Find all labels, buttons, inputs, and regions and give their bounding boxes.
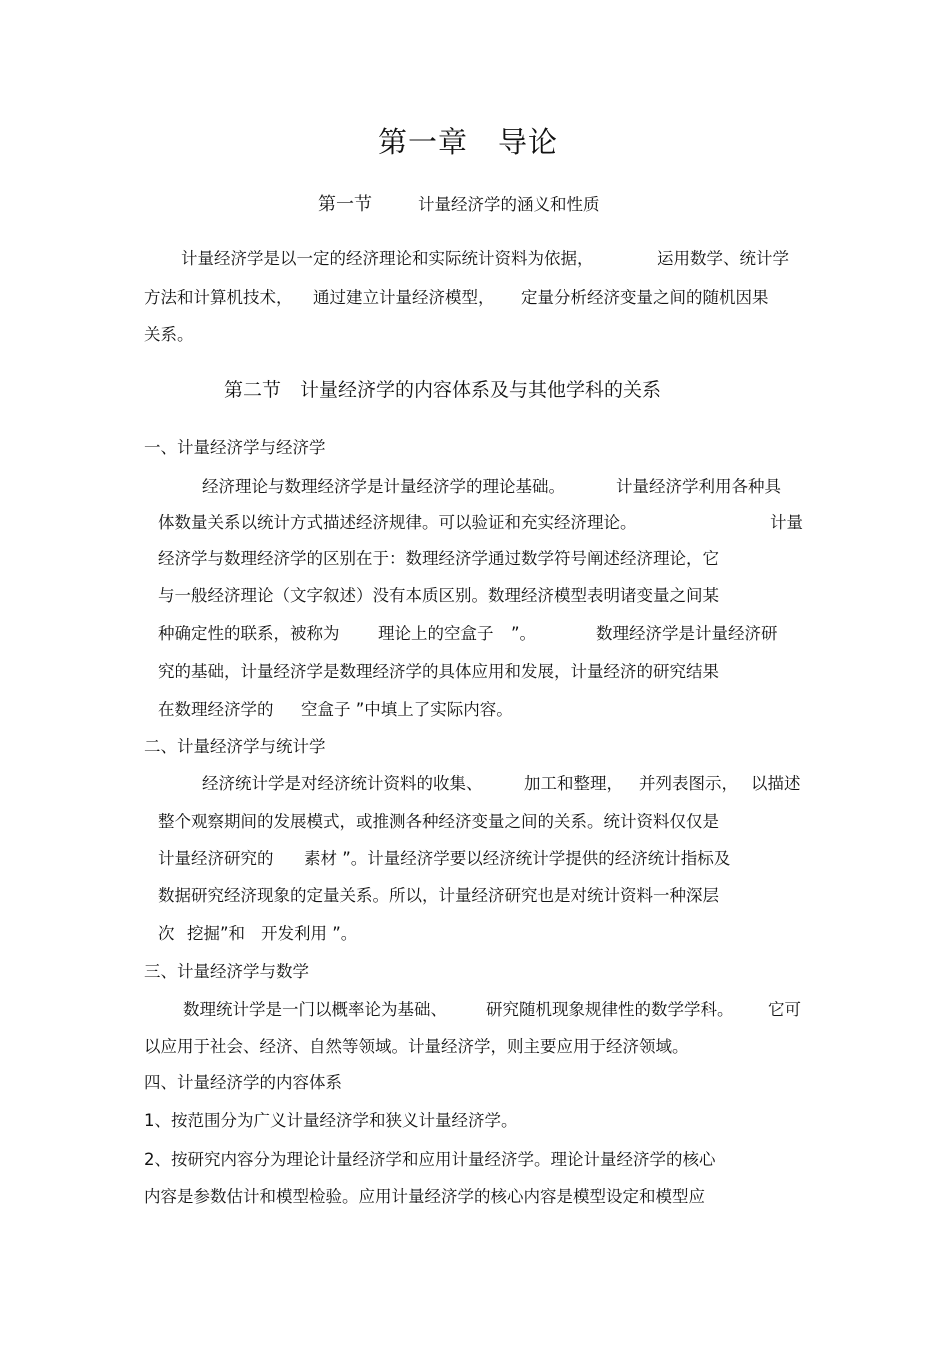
section1-label: 第一节 [318,194,372,215]
text-segment: 运用数学、统计学 [657,249,789,268]
subsection-heading: 四、计量经济学的内容体系 [144,1073,342,1092]
text-segment: 数据研究经济现象的定量关系。所以，计量经济研究也是对统计资料一种深层 [158,886,719,905]
text-segment: 以描述 [751,774,801,793]
text-segment: 以应用于社会、经济、自然等领域。计量经济学，则主要应用于经济领域。 [144,1037,689,1056]
text-segment: 开发利用 ”。 [261,924,358,943]
text-segment: 定量分析经济变量之间的随机因果 [521,288,769,307]
text-segment: 在数理经济学的 [158,700,274,719]
text-segment: 数理统计学是一门以概率论为基础、 [183,1000,447,1019]
section1-title: 计量经济学的涵义和性质 [418,195,600,214]
text-segment: 1、按范围分为广义计量经济学和狭义计量经济学。 [144,1111,518,1130]
text-segment: 2、按研究内容分为理论计量经济学和应用计量经济学。理论计量经济学的核心 [144,1150,716,1169]
text-segment: 与一般经济理论（文字叙述）没有本质区别。数理经济模型表明诸变量之间某 [158,586,719,605]
text-segment: 次 [158,924,175,943]
text-segment: 关系。 [144,325,194,344]
text-segment: 经济理论与数理经济学是计量经济学的理论基础。 [202,477,565,496]
text-segment: 计量经济学是以一定的经济理论和实际统计资料为依据， [181,249,594,268]
text-segment: 素材 ”。计量经济学要以经济统计学提供的经济统计指标及 [304,849,731,868]
chapter-title: 第一章 导论 [378,125,559,159]
text-segment: 研究随机现象规律性的数学学科。 [486,1000,734,1019]
subsection-heading: 三、计量经济学与数学 [144,962,309,981]
text-segment: 经济统计学是对经济统计资料的收集、 [202,774,483,793]
text-segment: 经济学与数理经济学的区别在于：数理经济学通过数学符号阐述经济理论，它 [158,549,719,568]
text-segment: 计量 [770,513,803,532]
subsection-heading: 二、计量经济学与统计学 [144,737,326,756]
text-segment: 并列表图示， [639,774,738,793]
text-segment: 体数量关系以统计方式描述经济规律。可以验证和充实经济理论。 [158,513,637,532]
subsection-heading: 一、计量经济学与经济学 [144,438,326,457]
text-segment: 方法和计算机技术， [144,288,293,307]
text-segment: 内容是参数估计和模型检验。应用计量经济学的核心内容是模型设定和模型应 [144,1187,705,1206]
text-segment: 通过建立计量经济模型， [313,288,495,307]
text-segment: 究的基础，计量经济学是数理经济学的具体应用和发展，计量经济的研究结果 [158,662,719,681]
text-segment: 理论上的空盒子 [378,624,494,643]
text-segment: 数理经济学是计量经济研 [596,624,778,643]
text-segment: 计量经济研究的 [158,849,274,868]
text-segment: 它可 [768,1000,801,1019]
text-segment: ”。 [511,624,537,643]
text-segment: 加工和整理， [524,774,623,793]
text-segment: 计量经济学利用各种具 [616,477,781,496]
text-segment: 空盒子 ”中填上了实际内容。 [301,700,513,719]
text-segment: 挖掘”和 [187,924,246,943]
text-segment: 种确定性的联系，被称为 [158,624,340,643]
section2-heading: 第二节 计量经济学的内容体系及与其他学科的关系 [224,379,662,401]
text-segment: 整个观察期间的发展模式，或推测各种经济变量之间的关系。统计资料仅仅是 [158,812,719,831]
